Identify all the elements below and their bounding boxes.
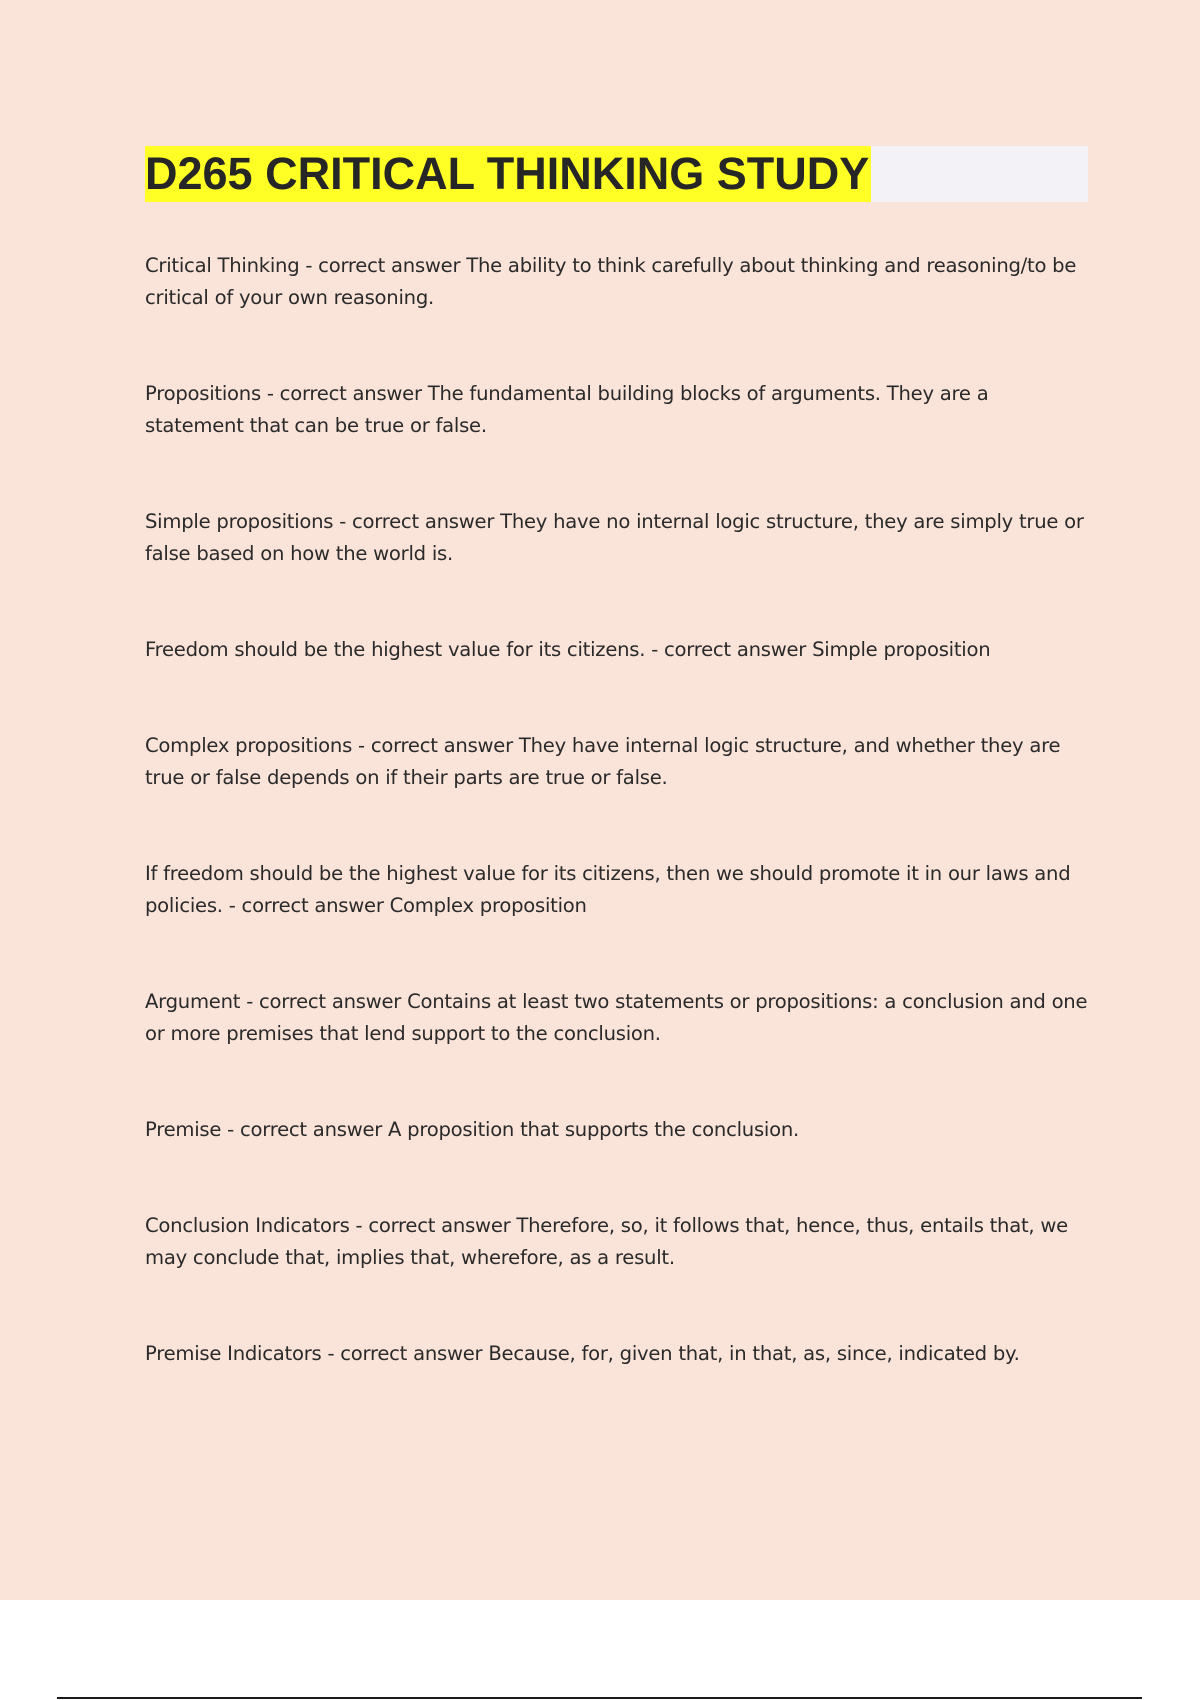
flashcard-entry-complex-propositions: Complex propositions - correct answer They have internal logic structure, and whether they are true or false depends on if their parts are true or false. [145, 734, 1061, 789]
document-title: D265 CRITICAL THINKING STUDY [145, 146, 871, 202]
flashcard-entry-premise: Premise - correct answer A proposition that supports the conclusion. [145, 1118, 799, 1141]
flashcard-entry-simple-propositions: Simple propositions - correct answer They have no internal logic structure, they are simply true or false based on how the world is. [145, 510, 1084, 565]
flashcard-entry-freedom-complex: If freedom should be the highest value for its citizens, then we should promote it in our laws and policies. - correct answer Complex proposition [145, 862, 1071, 917]
flashcard-entry-argument: Argument - correct answer Contains at least two statements or propositions: a conclusion and one or more premises that lend support to the conclusion. [145, 990, 1088, 1045]
flashcard-entry-critical-thinking: Critical Thinking - correct answer The ability to think carefully about thinking and reasoning/to be critical of your own reasoning. [145, 254, 1077, 309]
flashcard-entry-propositions: Propositions - correct answer The fundamental building blocks of arguments. They are a statement that can be true or false. [145, 382, 989, 437]
flashcard-list [145, 250, 1090, 1370]
flashcard-entry-premise-indicators: Premise Indicators - correct answer Because, for, given that, in that, as, since, indicated by. [145, 1342, 1020, 1365]
flashcard-entry-freedom-simple: Freedom should be the highest value for its citizens. - correct answer Simple proposition [145, 638, 991, 661]
flashcard-entry-conclusion-indicators: Conclusion Indicators - correct answer Therefore, so, it follows that, hence, thus, entails that, we may conclude that, implies that, wherefore, as a result. [145, 1214, 1068, 1269]
footer-divider [57, 1697, 1142, 1699]
